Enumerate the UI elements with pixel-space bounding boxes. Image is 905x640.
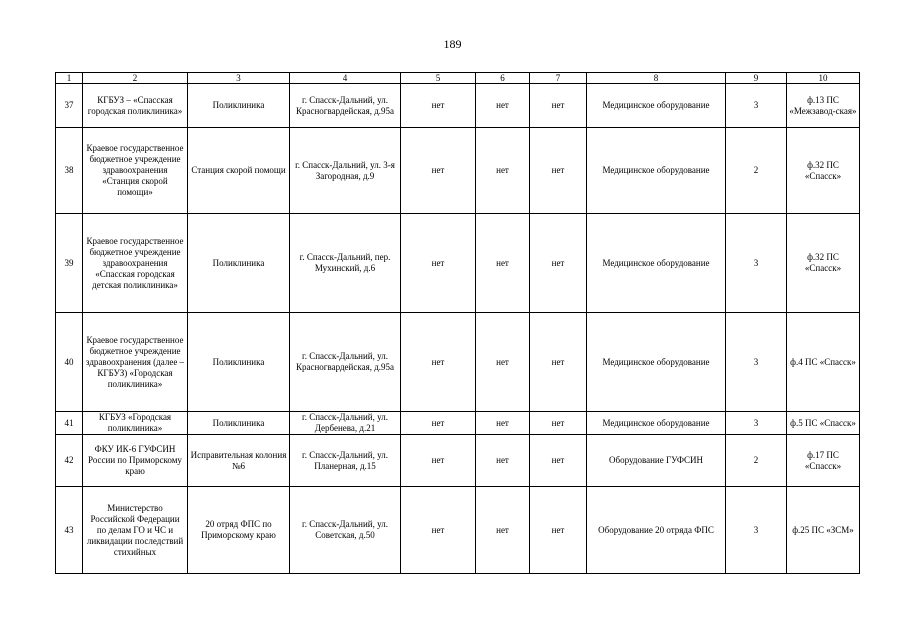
table-header-row bbox=[56, 73, 860, 84]
table-row bbox=[56, 487, 860, 574]
table-row bbox=[56, 84, 860, 128]
col5-cell: нет bbox=[401, 214, 476, 313]
address-cell: г. Спасск-Дальний, ул. Советская, д.50 bbox=[290, 487, 401, 574]
equipment-cell: Оборудование 20 отряда ФПС bbox=[587, 487, 726, 574]
header-cell: 3 bbox=[188, 73, 290, 84]
row-number: 41 bbox=[56, 412, 83, 435]
address-cell: г. Спасск-Дальний, ул. Дербенева, д.21 bbox=[290, 412, 401, 435]
row-number: 38 bbox=[56, 128, 83, 214]
address-cell: г. Спасск-Дальний, ул. Планерная, д.15 bbox=[290, 435, 401, 487]
feeder-cell: ф.32 ПС «Спасск» bbox=[787, 214, 860, 313]
col9-cell: 3 bbox=[726, 487, 787, 574]
address-cell: г. Спасск-Дальний, пер. Мухинский, д.6 bbox=[290, 214, 401, 313]
col6-cell: нет bbox=[476, 214, 530, 313]
table-row bbox=[56, 435, 860, 487]
address-cell: г. Спасск-Дальний, ул. Красногвардейская, д.95а bbox=[290, 84, 401, 128]
organization-cell: ФКУ ИК-6 ГУФСИН России по Приморскому краю bbox=[83, 435, 188, 487]
col9-cell: 2 bbox=[726, 435, 787, 487]
address-cell: г. Спасск-Дальний, ул. Красногвардейская, д.95а bbox=[290, 313, 401, 412]
header-cell: 5 bbox=[401, 73, 476, 84]
page-number: 189 bbox=[443, 37, 462, 51]
header-cell: 4 bbox=[290, 73, 401, 84]
col6-cell: нет bbox=[476, 435, 530, 487]
header-cell: 9 bbox=[726, 73, 787, 84]
col7-cell: нет bbox=[530, 214, 587, 313]
col5-cell: нет bbox=[401, 487, 476, 574]
row-number: 39 bbox=[56, 214, 83, 313]
feeder-cell: ф.13 ПС «Межзавод-ская» bbox=[787, 84, 860, 128]
col6-cell: нет bbox=[476, 128, 530, 214]
col7-cell: нет bbox=[530, 313, 587, 412]
col5-cell: нет bbox=[401, 412, 476, 435]
col5-cell: нет bbox=[401, 313, 476, 412]
col9-cell: 3 bbox=[726, 313, 787, 412]
col6-cell: нет bbox=[476, 412, 530, 435]
object-cell: Исправительная колония №6 bbox=[188, 435, 290, 487]
header-cell: 1 bbox=[56, 73, 83, 84]
organization-cell: Министерство Российской Федерации по делам ГО и ЧС и ликвидации последствий стихийных bbox=[83, 487, 188, 574]
organization-cell: КГБУЗ «Городская поликлиника» bbox=[83, 412, 188, 435]
col9-cell: 3 bbox=[726, 214, 787, 313]
feeder-cell: ф.17 ПС «Спасск» bbox=[787, 435, 860, 487]
organization-cell: Краевое государственное бюджетное учреждение здравоохранения (далее – КГБУЗ) «Городская поликлиника» bbox=[83, 313, 188, 412]
object-cell: Станция скорой помощи bbox=[188, 128, 290, 214]
col9-cell: 2 bbox=[726, 128, 787, 214]
equipment-cell: Медицинское оборудование bbox=[587, 412, 726, 435]
row-number: 42 bbox=[56, 435, 83, 487]
equipment-cell: Медицинское оборудование bbox=[587, 313, 726, 412]
object-cell: Поликлиника bbox=[188, 214, 290, 313]
col5-cell: нет bbox=[401, 435, 476, 487]
col7-cell: нет bbox=[530, 128, 587, 214]
col5-cell: нет bbox=[401, 128, 476, 214]
object-cell: Поликлиника bbox=[188, 313, 290, 412]
col5-cell: нет bbox=[401, 84, 476, 128]
col7-cell: нет bbox=[530, 435, 587, 487]
row-number: 43 bbox=[56, 487, 83, 574]
col7-cell: нет bbox=[530, 412, 587, 435]
organization-cell: Краевое государственное бюджетное учреждение здравоохранения «Станция скорой помощи» bbox=[83, 128, 188, 214]
header-cell: 2 bbox=[83, 73, 188, 84]
object-cell: 20 отряд ФПС по Приморскому краю bbox=[188, 487, 290, 574]
header-cell: 10 bbox=[787, 73, 860, 84]
equipment-cell: Медицинское оборудование bbox=[587, 214, 726, 313]
address-cell: г. Спасск-Дальний, ул. 3-я Загородная, д.9 bbox=[290, 128, 401, 214]
object-cell: Поликлиника bbox=[188, 412, 290, 435]
equipment-cell: Оборудование ГУФСИН bbox=[587, 435, 726, 487]
header-cell: 7 bbox=[530, 73, 587, 84]
col7-cell: нет bbox=[530, 84, 587, 128]
col7-cell: нет bbox=[530, 487, 587, 574]
col6-cell: нет bbox=[476, 487, 530, 574]
feeder-cell: ф.4 ПС «Спасск» bbox=[787, 313, 860, 412]
header-cell: 6 bbox=[476, 73, 530, 84]
col9-cell: 3 bbox=[726, 412, 787, 435]
equipment-table bbox=[55, 72, 860, 574]
col6-cell: нет bbox=[476, 84, 530, 128]
row-number: 40 bbox=[56, 313, 83, 412]
table-row bbox=[56, 412, 860, 435]
table-row bbox=[56, 313, 860, 412]
feeder-cell: ф.25 ПС «ЗСМ» bbox=[787, 487, 860, 574]
table-row bbox=[56, 214, 860, 313]
feeder-cell: ф.32 ПС «Спасск» bbox=[787, 128, 860, 214]
equipment-cell: Медицинское оборудование bbox=[587, 128, 726, 214]
table-row bbox=[56, 128, 860, 214]
object-cell: Поликлиника bbox=[188, 84, 290, 128]
col6-cell: нет bbox=[476, 313, 530, 412]
feeder-cell: ф.5 ПС «Спасск» bbox=[787, 412, 860, 435]
organization-cell: Краевое государственное бюджетное учреждение здравоохранения «Спасская городская детская поликлиника» bbox=[83, 214, 188, 313]
row-number: 37 bbox=[56, 84, 83, 128]
col9-cell: 3 bbox=[726, 84, 787, 128]
organization-cell: КГБУЗ – «Спасская городская поликлиника» bbox=[83, 84, 188, 128]
header-cell: 8 bbox=[587, 73, 726, 84]
equipment-cell: Медицинское оборудование bbox=[587, 84, 726, 128]
